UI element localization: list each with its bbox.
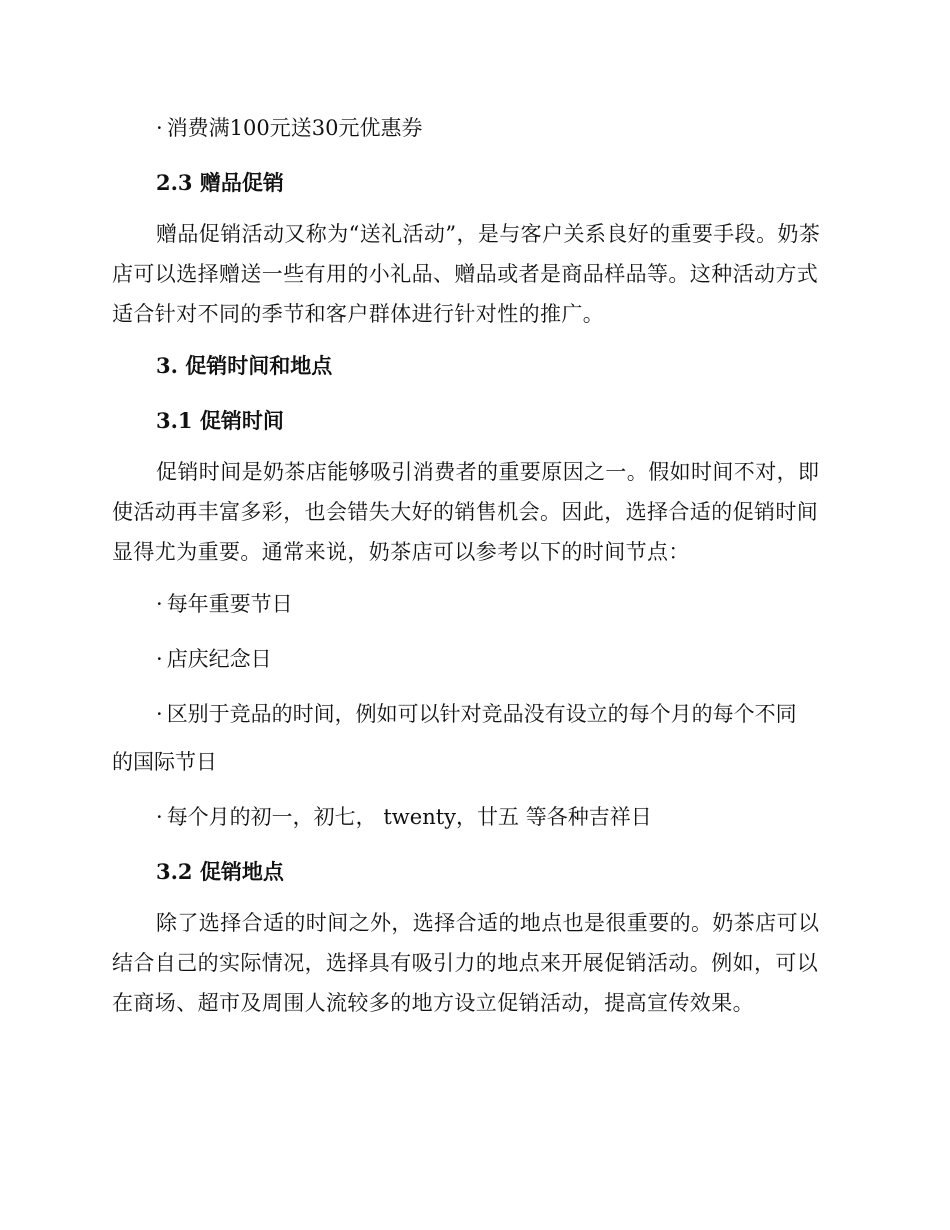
bullet-item: [112, 104, 830, 152]
bullet-text: 消费满100元送30元优惠券: [166, 116, 423, 140]
paragraph-3-2: 除了选择合适的时间之外，选择合适的地点也是很重要的。奶茶店可以结合自己的实际情况，选择具有吸引力的地点来开展促销活动。例如，可以在商场、超市及周围人流较多的地方设立促销活动，提高宣传效果。: [112, 911, 820, 1015]
section-heading-3-2: 3.2 促销地点: [156, 859, 284, 884]
paragraph-3-1: 促销时间是奶茶店能够吸引消费者的重要原因之一。假如时间不对，即使活动再丰富多彩，也会错失大好的销售机会。因此，选择合适的促销时间显得尤为重要。通常来说，奶茶店可以参考以下的时间节点：: [112, 460, 820, 564]
bullet-dot: ·: [156, 592, 163, 616]
bullet-item: [112, 690, 830, 786]
section-heading-3: 3. 促销时间和地点: [156, 353, 333, 378]
bullet-text-continuation: 的国际节日: [112, 750, 217, 774]
bullet-dot: ·: [156, 647, 163, 671]
bullet-text: 店庆纪念日: [166, 647, 272, 671]
bullet-text: 每个月的初一，初七， twenty，廿五 等各种吉祥日: [166, 805, 652, 829]
bullet-dot: ·: [156, 805, 163, 829]
bullet-dot: ·: [156, 116, 163, 140]
bullet-dot: ·: [156, 702, 163, 726]
section-heading-2-3: 2.3 赠品促销: [156, 170, 284, 195]
section-heading-3-1: 3.1 促销时间: [156, 408, 284, 433]
bullet-item: [112, 635, 830, 683]
document-page: [112, 104, 830, 1031]
bullet-item: [112, 580, 830, 628]
paragraph-2-3: 赠品促销活动又称为“送礼活动”，是与客户关系良好的重要手段。奶茶店可以选择赠送一些有用的小礼品、赠品或者是商品样品等。这种活动方式适合针对不同的季节和客户群体进行针对性的推广。: [112, 222, 821, 326]
bullet-text: 区别于竞品的时间，例如可以针对竞品没有设立的每个月的每个不同: [166, 702, 797, 726]
bullet-item: [112, 793, 830, 841]
bullet-text: 每年重要节日: [166, 592, 293, 616]
